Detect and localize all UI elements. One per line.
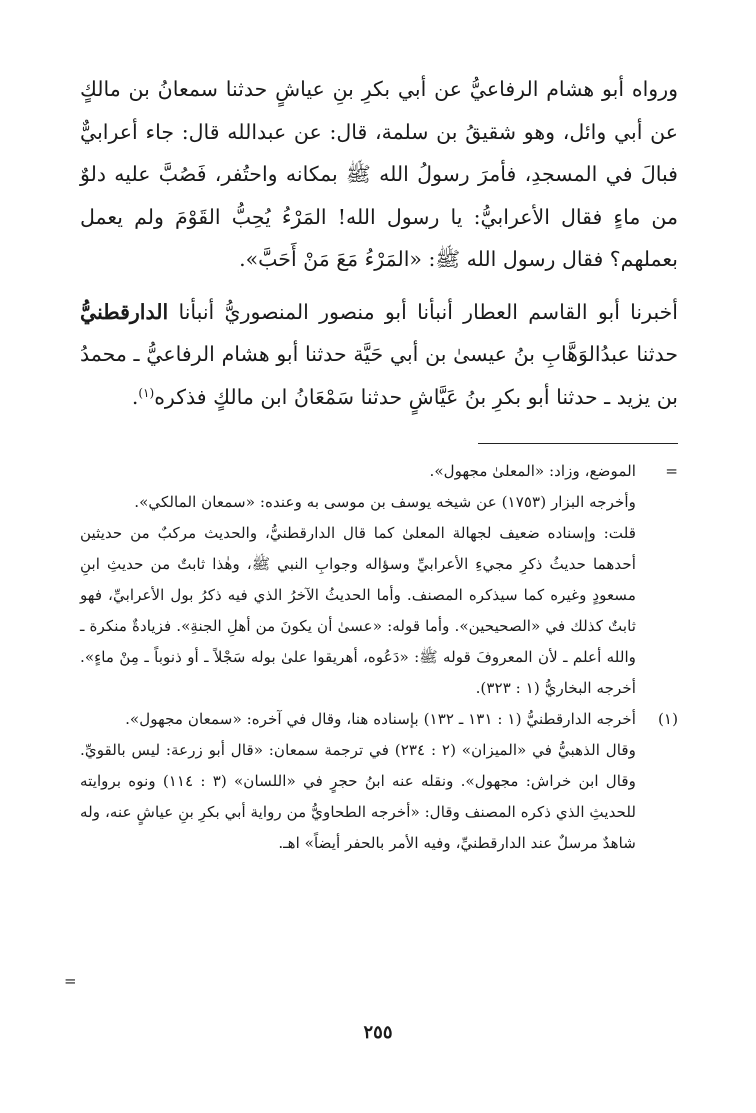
main-text: [80, 68, 678, 418]
footnote-separator: [478, 443, 678, 444]
footnote-number: (١): [657, 710, 678, 728]
footnote-line: قلت: وإسناده ضعيف لجهالة المعلىٰ كما قال الدارقطنيُّ، والحديث مركبٌ من حديثين أحدهما حديثُ ذكرِ مجيءِ الأعرابيِّ وسؤاله وجوابِ النبي ﷺ، وهٰذا ثابتٌ من حديثِ ابنِ مسعودٍ وغيره كما سيذكره المصنف. وأما الحديثُ الآخرُ الذي فيه ذكرُ بول الأعرابيِّ، فهو ثابتٌ كذلك في «الصحيحين». وأما قوله: «عسىٰ أن يكونَ من أهلِ الجنةِ». فزيادةٌ منكرة ـ والله أعلم ـ لأن المعروفَ قوله ﷺ: «دَعُوه، أهريقوا علىٰ بوله سَجْلاً ـ أو ذنوباً ـ مِنْ ماءٍ». أخرجه البخاريُّ (١ : ٣٢٣).: [80, 524, 636, 697]
footnote-line: وقال الذهبيُّ في «الميزان» (٢ : ٢٣٤) في ترجمة سمعان: «قال أبو زرعة: ليس بالقويِّ. وقال ابن خراش: مجهول». ونقله عنه ابنُ حجرٍ في «اللسان» (٣ : ١١٤) ونوه بروايته للحديثِ الذي ذكره المصنف وقال: «أخرجه الطحاويُّ من رواية أبي بكرِ بنِ عياشٍ عنه، وله شاهدٌ مرسلٌ عند الدارقطنيِّ، وفيه الأمر بالحفر أيضاً» اهـ.: [80, 741, 636, 852]
paragraph-2-start: أخبرنا أبو القاسم العطار أنبأنا أبو منصور المنصوريُّ أنبأنا: [168, 299, 678, 324]
paragraph-2-rest: حدثنا عبدُالوَهَّابِ بنُ عيسىٰ بن أبي حَيَّة حدثنا أبو هشام الرفاعيُّ ـ محمدُ بن يزيد ـ حدثنا أبو بكرِ بنُ عَيَّاشٍ حدثنا سَمْعَانُ ابن مالكٍ فذكره: [80, 342, 678, 409]
paragraph-2: [80, 291, 678, 419]
footnote-reference: (١): [138, 385, 155, 400]
footnotes: [80, 456, 678, 859]
paragraph-2-end: .: [131, 384, 139, 409]
continues-mark: =: [64, 972, 77, 990]
paragraph-1: ورواه أبو هشام الرفاعيُّ عن أبي بكرِ بنِ عياشٍ حدثنا سمعانُ بن مالكٍ عن أبي وائل، وهو شقيقُ بن سلمة، قال: عن عبدالله قال: جاء أعرابيٌّ فبالَ في المسجدِ، فأمرَ رسولُ الله ﷺ بمكانه واحتُفر، فَصُبَّ عليه دلوٌ من ماءٍ فقال الأعرابيُّ: يا رسول الله! المَرْءُ يُحِبُّ القَوْمَ ولم يعمل بعملهم؟ فقال رسول الله ﷺ: «المَرْءُ مَعَ مَنْ أَحَبَّ».: [80, 77, 678, 271]
page-number: ٢٥٥: [363, 1022, 393, 1043]
footnote-continued: [80, 456, 678, 704]
footnote-1: [80, 704, 678, 859]
daraqutni-name: الدارقطنيُّ: [80, 299, 169, 324]
footnote-line: أخرجه الدارقطنيُّ (١ : ١٣١ ـ ١٣٢) بإسناده هنا، وقال في آخره: «سمعان مجهول».: [125, 710, 636, 728]
continuation-mark: =: [665, 462, 678, 480]
footnote-line: الموضع، وزاد: «المعلىٰ مجهول».: [429, 462, 636, 480]
footnote-line: وأخرجه البزار (١٧٥٣) عن شيخه يوسف بن موسى به وعنده: «سمعان المالكي».: [134, 493, 636, 511]
